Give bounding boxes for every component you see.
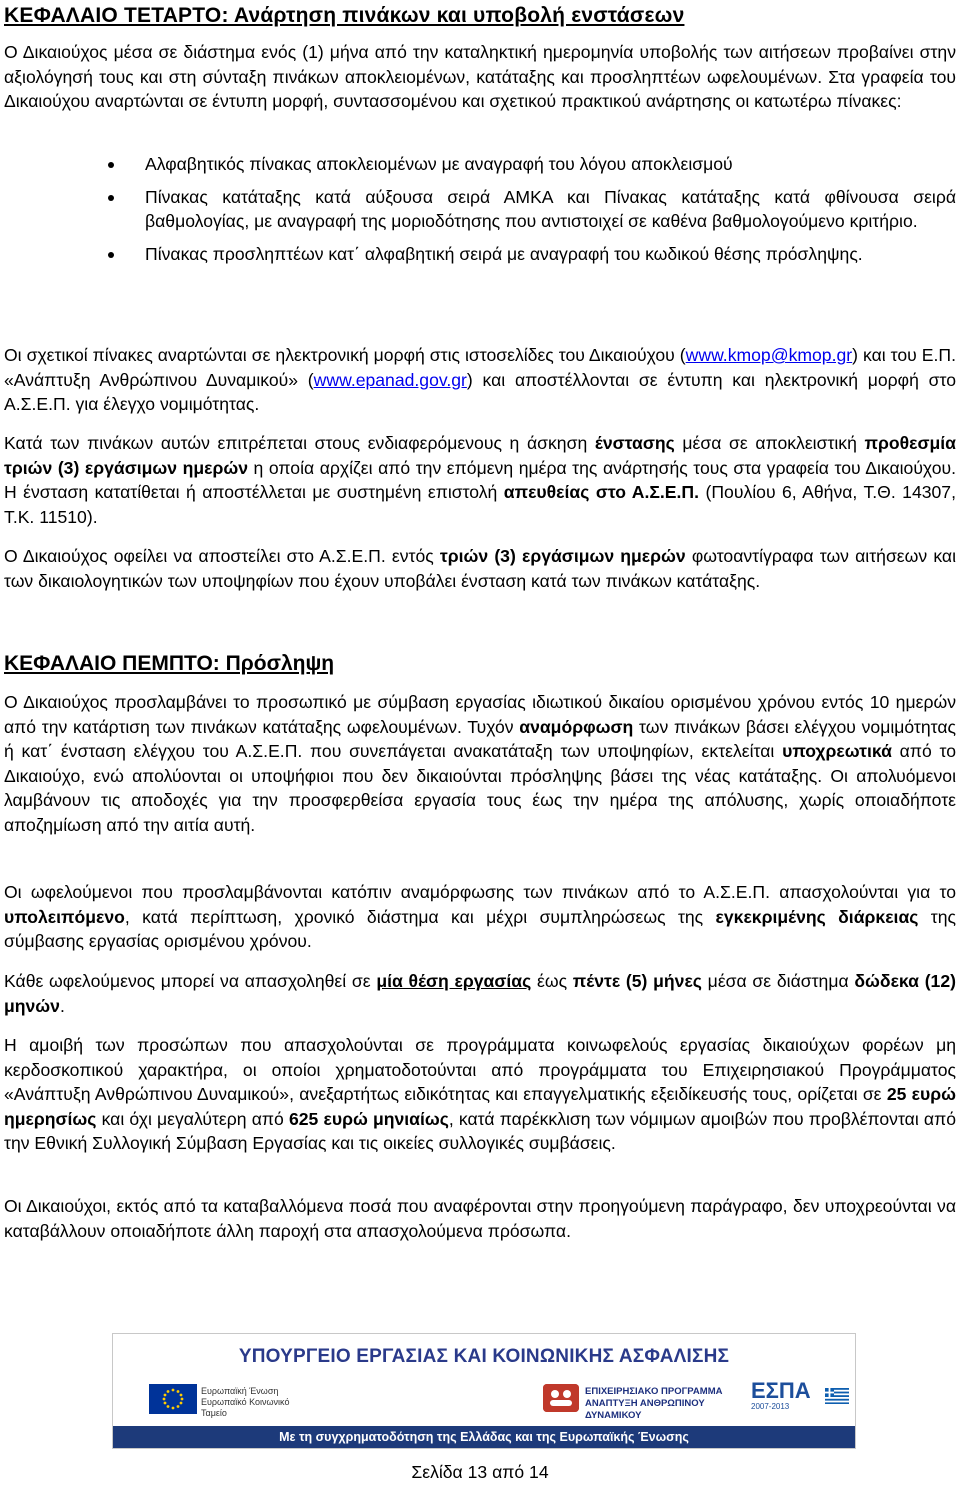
cofinancing-caption: Με τη συγχρηματοδότηση της Ελλάδας και της Ευρωπαϊκής Ένωσης: [113, 1426, 855, 1448]
send-copies-paragraph: Ο Δικαιούχος οφείλει να αποστείλει στο Α.Σ.Ε.Π. εντός τριών (3) εργάσιμων ημερών φωτοαντίγραφα των αιτήσεων και των δικαιολογητικών των υποψηφίων που έχουν υποβάλει ένσταση κατά των πινάκων κατάταξης.: [4, 546, 956, 591]
duration-paragraph: Κάθε ωφελούμενος μπορεί να απασχοληθεί σε μία θέση εργασίας έως πέντε (5) μήνες μέσα σε διάστημα δώδεκα (12) μηνών.: [4, 971, 956, 1016]
programme-mark-icon: [543, 1384, 579, 1412]
kmop-link[interactable]: www.kmop@kmop.gr: [685, 345, 853, 365]
list-item: Πίνακας κατάταξης κατά αύξουσα σειρά ΑΜΚΑ και Πίνακας κατάταξης κατά φθίνουσα σειρά βαθμολογίας, με αναγραφή της μοριοδότησης που αντιστοιχεί σε καθένα βαθμολογούμενο κριτήριο.: [4, 185, 956, 234]
pay-paragraph: Η αμοιβή των προσώπων που απασχολούνται σε προγράμματα κοινωφελούς εργασίας δικαιούχων φορέων μη κερδοσκοπικού χαρακτήρα, οι οποίοι χρηματοδοτούνται από προγράμματα του Επιχειρησιακού Προγράμματος «Ανάπτυξη Ανθρώπινου Δυναμικού», ανεξαρτήτως ειδικότητας και επαγγελματικής εξειδίκευσής τους, ορίζεται σε 25 ευρώ ημερησίως και όχι μεγαλύτερη από 625 ευρώ μηνιαίως, κατά παρέκκλιση των νόμιμων αμοιβών που προβλέπονται από την Εθνική Συλλογική Σύμβαση Εργασίας και τις οικείες συλλογικές συμβάσεις.: [4, 1035, 957, 1153]
list-item: Αλφαβητικός πίνακας αποκλειομένων με αναγραφή του λόγου αποκλεισμού: [4, 152, 956, 177]
list-item: Πίνακας προσληπτέων κατ΄ αλφαβητική σειρά με αναγραφή του κωδικού θέσης πρόσληψης.: [4, 242, 956, 267]
chapter5-heading: ΚΕΦΑΛΑΙΟ ΠΕΜΠΤΟ: Πρόσληψη: [4, 652, 335, 675]
bullet-icon: [108, 195, 114, 201]
page-number: Σελίδα 13 από 14: [411, 1462, 549, 1482]
eu-caption: Ευρωπαϊκή Ένωση Ευρωπαϊκό Κοινωνικό Ταμείο: [201, 1386, 290, 1418]
hiring-paragraph: Ο Δικαιούχος προσλαμβάνει το προσωπικό με σύμβαση εργασίας ιδιωτικού δικαίου ορισμένου χρόνου εντός 10 ημερών από την κατάρτιση των πινάκων κατάταξης ωφελουμένων. Τυχόν αναμόρφωση των πινάκων βάσει ελέγχου νομιμότητας ή κατ΄ ένσταση ελέγχου του Α.Σ.Ε.Π. που συνεπάγεται ανακατάταξη των υποψηφίων, εκτελείται υποχρεωτικά από το Δικαιούχο, ενώ απολύονται οι υποψήφιοι που δεν δικαιούνται πρόσληψης βάσει της νέας κατάταξης. Οι απολυόμενοι λαμβάνουν τις αποδοχές για την προσφερθείσα εργασία τους έως την ημέρα της απόλυσης, χωρίς οποιαδήποτε αποζημίωση από την αιτία αυτή.: [4, 692, 957, 835]
programme-name: ΕΠΙΧΕΙΡΗΣΙΑΚΟ ΠΡΟΓΡΑΜΜΑ ΑΝΑΠΤΥΞΗ ΑΝΘΡΩΠΙΝΟΥ ΔΥΝΑΜΙΚΟΥ: [585, 1386, 723, 1421]
chapter4-intro: Ο Δικαιούχος μέσα σε διάστημα ενός (1) μήνα από την καταληκτική ημερομηνία υποβολής των αιτήσεων προβαίνει στην αξιολόγησή τους και στη σύνταξη πινάκων αποκλειομένων, κατάταξης και προσληπτέων ωφελουμένων. Στα γραφεία του Δικαιούχου αναρτώνται σε έντυπη μορφή, συντασσομένου και σχετικού πρακτικού ανάρτησης οι κατωτέρω πίνακες:: [4, 42, 956, 111]
ministry-name: ΥΠΟΥΡΓΕΙΟ ΕΡΓΑΣΙΑΣ ΚΑΙ ΚΟΙΝΩΝΙΚΗΣ ΑΣΦΑΛΙΣΗΣ: [238, 1346, 730, 1367]
eu-flag-icon: [149, 1384, 197, 1414]
chapter4-heading: ΚΕΦΑΛΑΙΟ ΤΕΤΑΡΤΟ: Ανάρτηση πινάκων και υποβολή ενστάσεων: [4, 4, 685, 27]
espa-logo: ΕΣΠΑ 2007-2013: [751, 1378, 811, 1411]
objection-paragraph: Κατά των πινάκων αυτών επιτρέπεται στους ενδιαφερόμενους η άσκηση ένστασης μέσα σε αποκλειστική προθεσμία τριών (3) εργάσιμων ημερών η οποία αρχίζει από την επόμενη ημέρα της ανάρτησής τους στα γραφεία του Δικαιούχου. Η ένσταση κατατίθεται ή αποστέλλεται με συστημένη επιστολή απευθείας στο Α.Σ.Ε.Π. (Πουλίου 6, Αθήνα, Τ.Θ. 14307, Τ.Κ. 11510).: [4, 433, 956, 527]
programme-logo: [543, 1382, 743, 1421]
other-benefits-paragraph: Οι Δικαιούχοι, εκτός από τα καταβαλλόμενα ποσά που αναφέρονται στην προηγούμενη παράγραφο, δεν υποχρεούνται να καταβάλλουν οποιαδήποτε άλλη παροχή στα απασχολούμενα πρόσωπα.: [4, 1196, 956, 1241]
logo-row: [113, 1378, 855, 1421]
web-publication-paragraph: Οι σχετικοί πίνακες αναρτώνται σε ηλεκτρονική μορφή στις ιστοσελίδες του Δικαιούχου (www.kmop@kmop.gr) και του Ε.Π. «Ανάπτυξη Ανθρώπινου Δυναμικού» (www.epanad.gov.gr) και αποστέλλονται σε έντυπη και ηλεκτρονική μορφή στο Α.Σ.Ε.Π. για έλεγχο νομιμότητας.: [4, 345, 956, 414]
greek-flag-icon: [825, 1388, 849, 1404]
bullet-icon: [108, 162, 114, 168]
replacement-paragraph: Οι ωφελούμενοι που προσλαμβάνονται κατόπιν αναμόρφωσης των πινάκων από το Α.Σ.Ε.Π. απασχολούνται για το υπολειπόμενο, κατά περίπτωση, χρονικό διάστημα και μέχρι συμπληρώσεως της εγκεκριμένης διάρκειας της σύμβασης εργασίας ορισμένου χρόνου.: [4, 882, 956, 951]
bullet-icon: [108, 252, 114, 258]
epanad-link[interactable]: www.epanad.gov.gr: [313, 369, 467, 390]
cofinancing-logo-banner: [112, 1333, 856, 1449]
tables-list: [4, 152, 956, 274]
